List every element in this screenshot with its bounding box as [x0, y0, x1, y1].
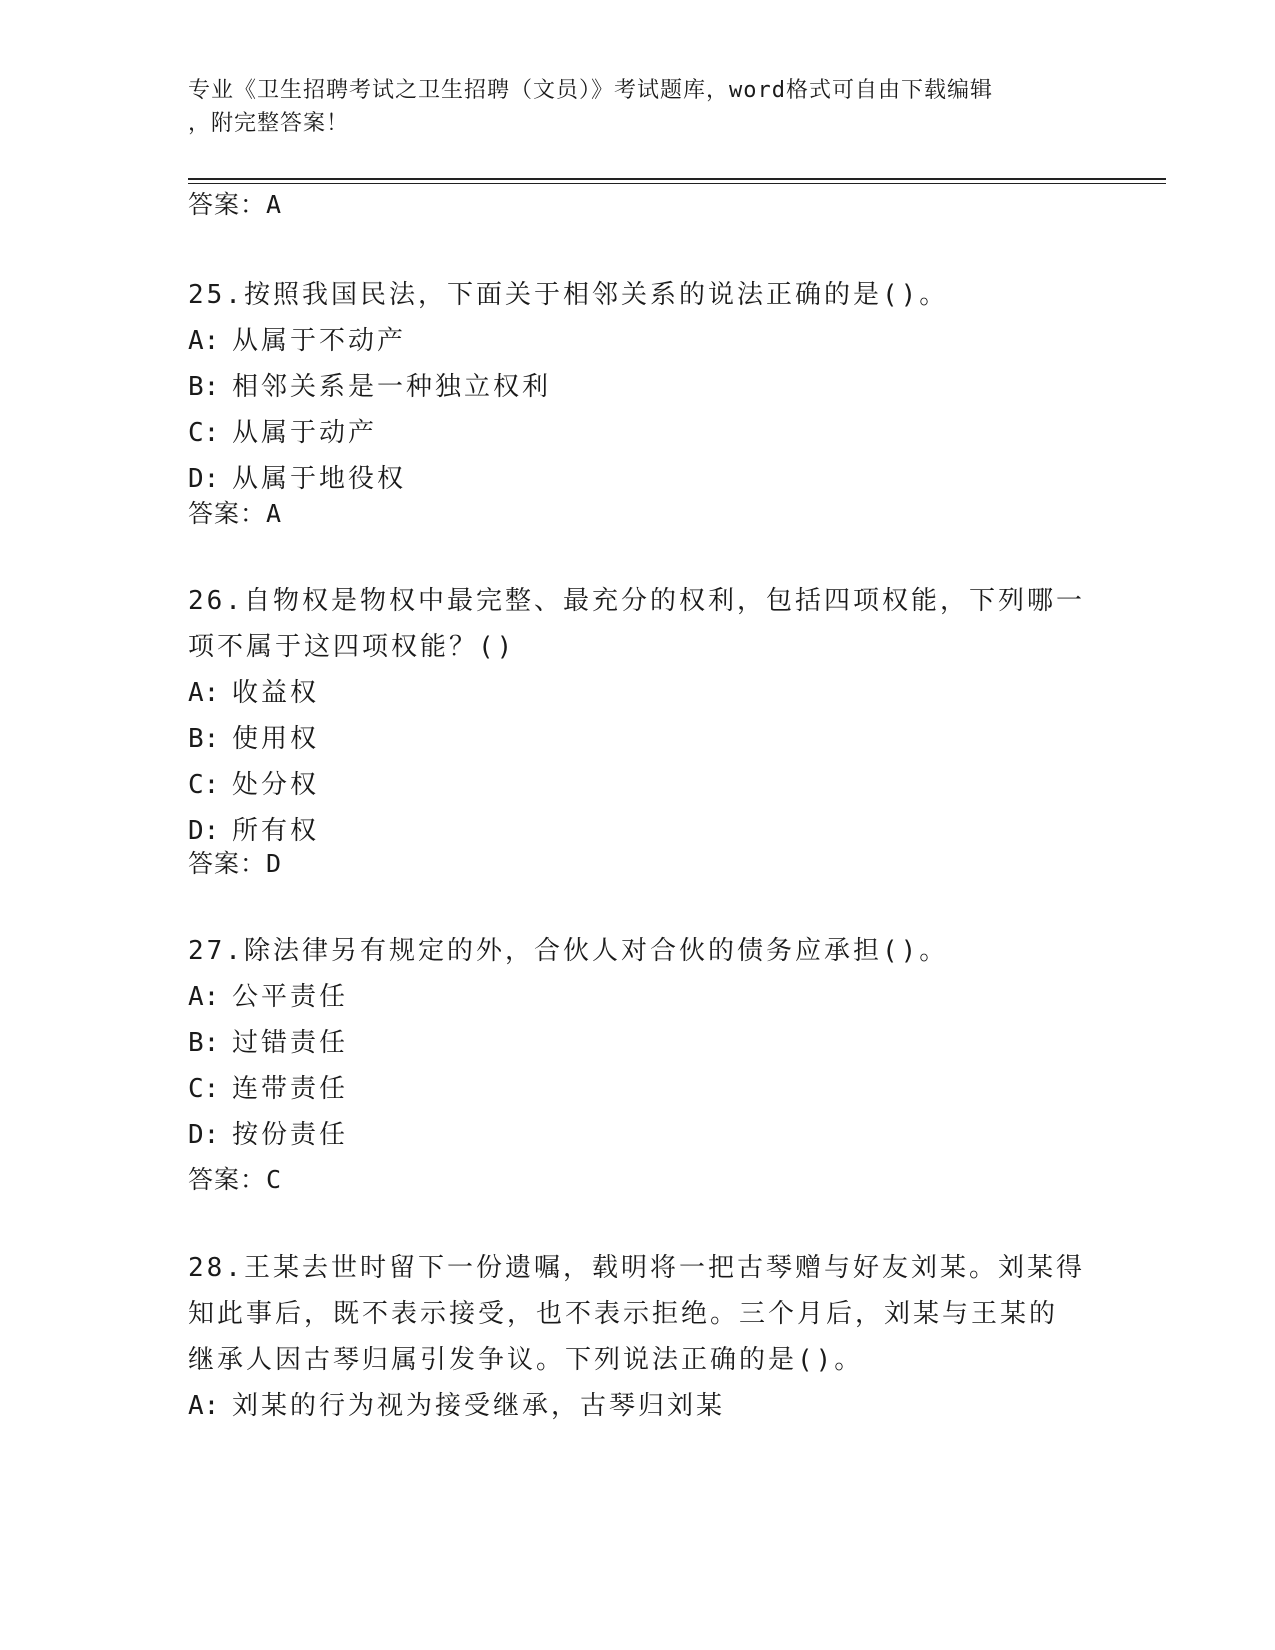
option-letter: D: — [188, 464, 220, 494]
option-b — [188, 364, 1088, 410]
option-text: 过错责任 — [232, 1028, 349, 1058]
question-stem: 知此事后，既不表示接受，也不表示拒绝。三个月后，刘某与王某的 — [188, 1299, 1059, 1329]
header-divider-thin — [188, 183, 1166, 184]
option-c — [188, 410, 1088, 456]
answer-prefix: 答案： — [188, 1165, 267, 1194]
option-letter: C: — [188, 1074, 220, 1104]
option-text: 使用权 — [232, 724, 320, 754]
answer-value: D — [266, 849, 283, 878]
question-28 — [188, 1245, 1088, 1429]
option-d — [188, 456, 1088, 502]
answer-line — [188, 188, 282, 222]
option-text: 所有权 — [232, 816, 320, 846]
question-stem: 26.自物权是物权中最完整、最充分的权利，包括四项权能，下列哪一 — [188, 586, 1085, 616]
option-b — [188, 1020, 1088, 1066]
question-25 — [188, 272, 1088, 502]
option-text: 从属于不动产 — [232, 326, 407, 356]
option-letter: B: — [188, 724, 220, 754]
option-text: 刘某的行为视为接受继承，古琴归刘某 — [232, 1391, 726, 1421]
option-letter: B: — [188, 372, 220, 402]
answer-value: A — [266, 190, 283, 219]
answer-line — [188, 1163, 282, 1197]
option-text: 从属于地役权 — [232, 464, 407, 494]
answer-prefix: 答案： — [188, 499, 267, 528]
option-letter: B: — [188, 1028, 220, 1058]
option-text: 收益权 — [232, 678, 320, 708]
option-text: 连带责任 — [232, 1074, 349, 1104]
question-27 — [188, 928, 1088, 1158]
header-line-2: ，附完整答案！ — [188, 111, 350, 136]
option-letter: A: — [188, 1391, 220, 1421]
answer-prefix: 答案： — [188, 190, 267, 219]
option-c — [188, 762, 1088, 808]
option-letter: A: — [188, 326, 220, 356]
option-a — [188, 1383, 1088, 1429]
option-letter: C: — [188, 770, 220, 800]
document-header — [188, 74, 1088, 140]
answer-line — [188, 847, 282, 881]
question-stem: 项不属于这四项权能？() — [188, 632, 516, 662]
answer-prefix: 答案： — [188, 849, 267, 878]
header-divider-thick — [188, 178, 1166, 180]
option-text: 从属于动产 — [232, 418, 378, 448]
header-line-1: 专业《卫生招聘考试之卫生招聘（文员）》考试题库，word格式可自由下载编辑 — [188, 78, 993, 103]
question-stem: 25.按照我国民法，下面关于相邻关系的说法正确的是()。 — [188, 280, 949, 310]
question-stem: 28.王某去世时留下一份遗嘱，载明将一把古琴赠与好友刘某。刘某得 — [188, 1253, 1085, 1283]
question-stem: 27.除法律另有规定的外，合伙人对合伙的债务应承担()。 — [188, 936, 949, 966]
option-text: 相邻关系是一种独立权利 — [232, 372, 552, 402]
question-stem: 继承人因古琴归属引发争议。下列说法正确的是()。 — [188, 1345, 864, 1375]
option-b — [188, 716, 1088, 762]
option-a — [188, 318, 1088, 364]
answer-line — [188, 497, 282, 531]
option-a — [188, 974, 1088, 1020]
option-letter: C: — [188, 418, 220, 448]
option-text: 处分权 — [232, 770, 320, 800]
option-c — [188, 1066, 1088, 1112]
option-letter: D: — [188, 816, 220, 846]
answer-value: C — [266, 1165, 283, 1194]
option-d — [188, 1112, 1088, 1158]
option-a — [188, 670, 1088, 716]
question-26 — [188, 578, 1088, 854]
option-d — [188, 808, 1088, 854]
option-letter: D: — [188, 1120, 220, 1150]
option-letter: A: — [188, 982, 220, 1012]
option-text: 按份责任 — [232, 1120, 349, 1150]
answer-value: A — [266, 499, 283, 528]
option-text: 公平责任 — [232, 982, 349, 1012]
option-letter: A: — [188, 678, 220, 708]
